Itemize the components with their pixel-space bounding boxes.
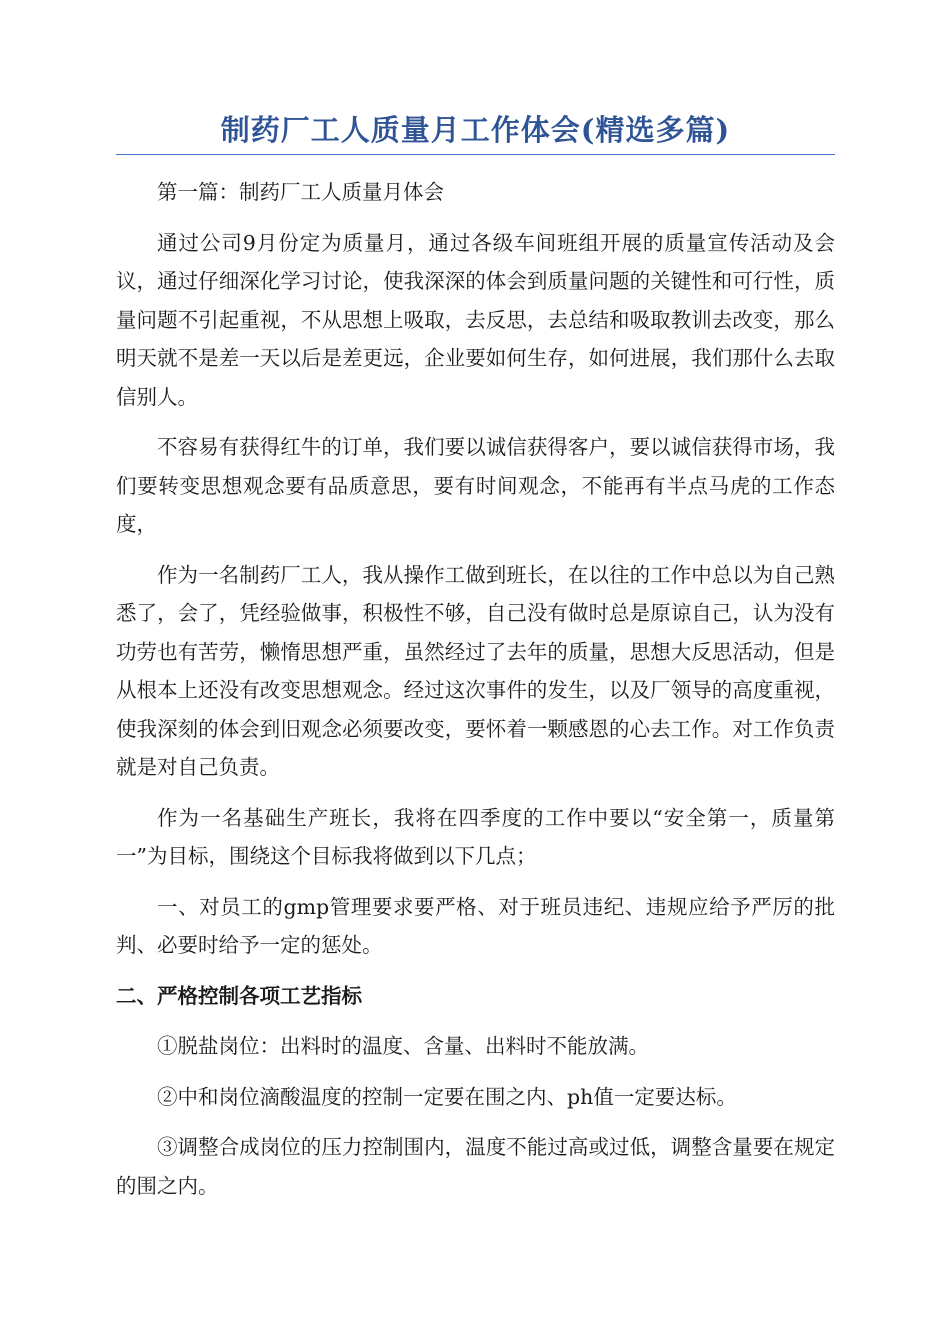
section-heading: 二、严格控制各项工艺指标 xyxy=(116,983,362,1008)
paragraph-1: 通过公司9月份定为质量月，通过各级车间班组开展的质量宣传活动及会议，通过仔细深化学习讨论，使我深深的体会到质量问题的关键性和可行性，质量问题不引起重视，不从思想上吸取，去反思，去总结和吸取教训去改变，那么明天就不是差一天以后是差更远，企业要如何生存，如何进展，我们那什么去取信别人。 xyxy=(116,230,835,409)
list-item-3: ③调整合成岗位的压力控制围内，温度不能过高或过低，调整含量要在规定的围之内。 xyxy=(116,1135,835,1198)
paragraph-4: 作为一名基础生产班长，我将在四季度的工作中要以“安全第一，质量第一”为目标，围绕这个目标我将做到以下几点； xyxy=(116,805,835,868)
paragraph-5: 一、对员工的gmp管理要求要严格、对于班员违纪、违规应给予严厉的批判、必要时给予一定的惩处。 xyxy=(116,894,835,957)
list-item-2: ②中和岗位滴酸温度的控制一定要在围之内、ph值一定要达标。 xyxy=(157,1084,737,1109)
document-title: 制药厂工人质量月工作体会(精选多篇) xyxy=(116,110,835,155)
paragraph-2: 不容易有获得红牛的订单，我们要以诚信获得客户，要以诚信获得市场，我们要转变思想观念要有品质意思，要有时间观念，不能再有半点马虎的工作态度， xyxy=(116,435,835,536)
document-page xyxy=(116,110,835,1205)
list-item-1: ①脱盐岗位：出料时的温度、含量、出料时不能放满。 xyxy=(157,1034,649,1058)
section-label: 第一篇：制药厂工人质量月体会 xyxy=(157,180,444,204)
paragraph-3: 作为一名制药厂工人，我从操作工做到班长，在以往的工作中总以为自己熟悉了，会了，凭经验做事，积极性不够，自己没有做时总是原谅自己，认为没有功劳也有苦劳，懒惰思想严重，虽然经过了去年的质量，思想大反思活动，但是从根本上还没有改变思想观念。经过这次事件的发生，以及厂领导的高度重视，使我深刻的体会到旧观念必须要改变，要怀着一颗感恩的心去工作。对工作负责就是对自己负责。 xyxy=(116,562,835,779)
